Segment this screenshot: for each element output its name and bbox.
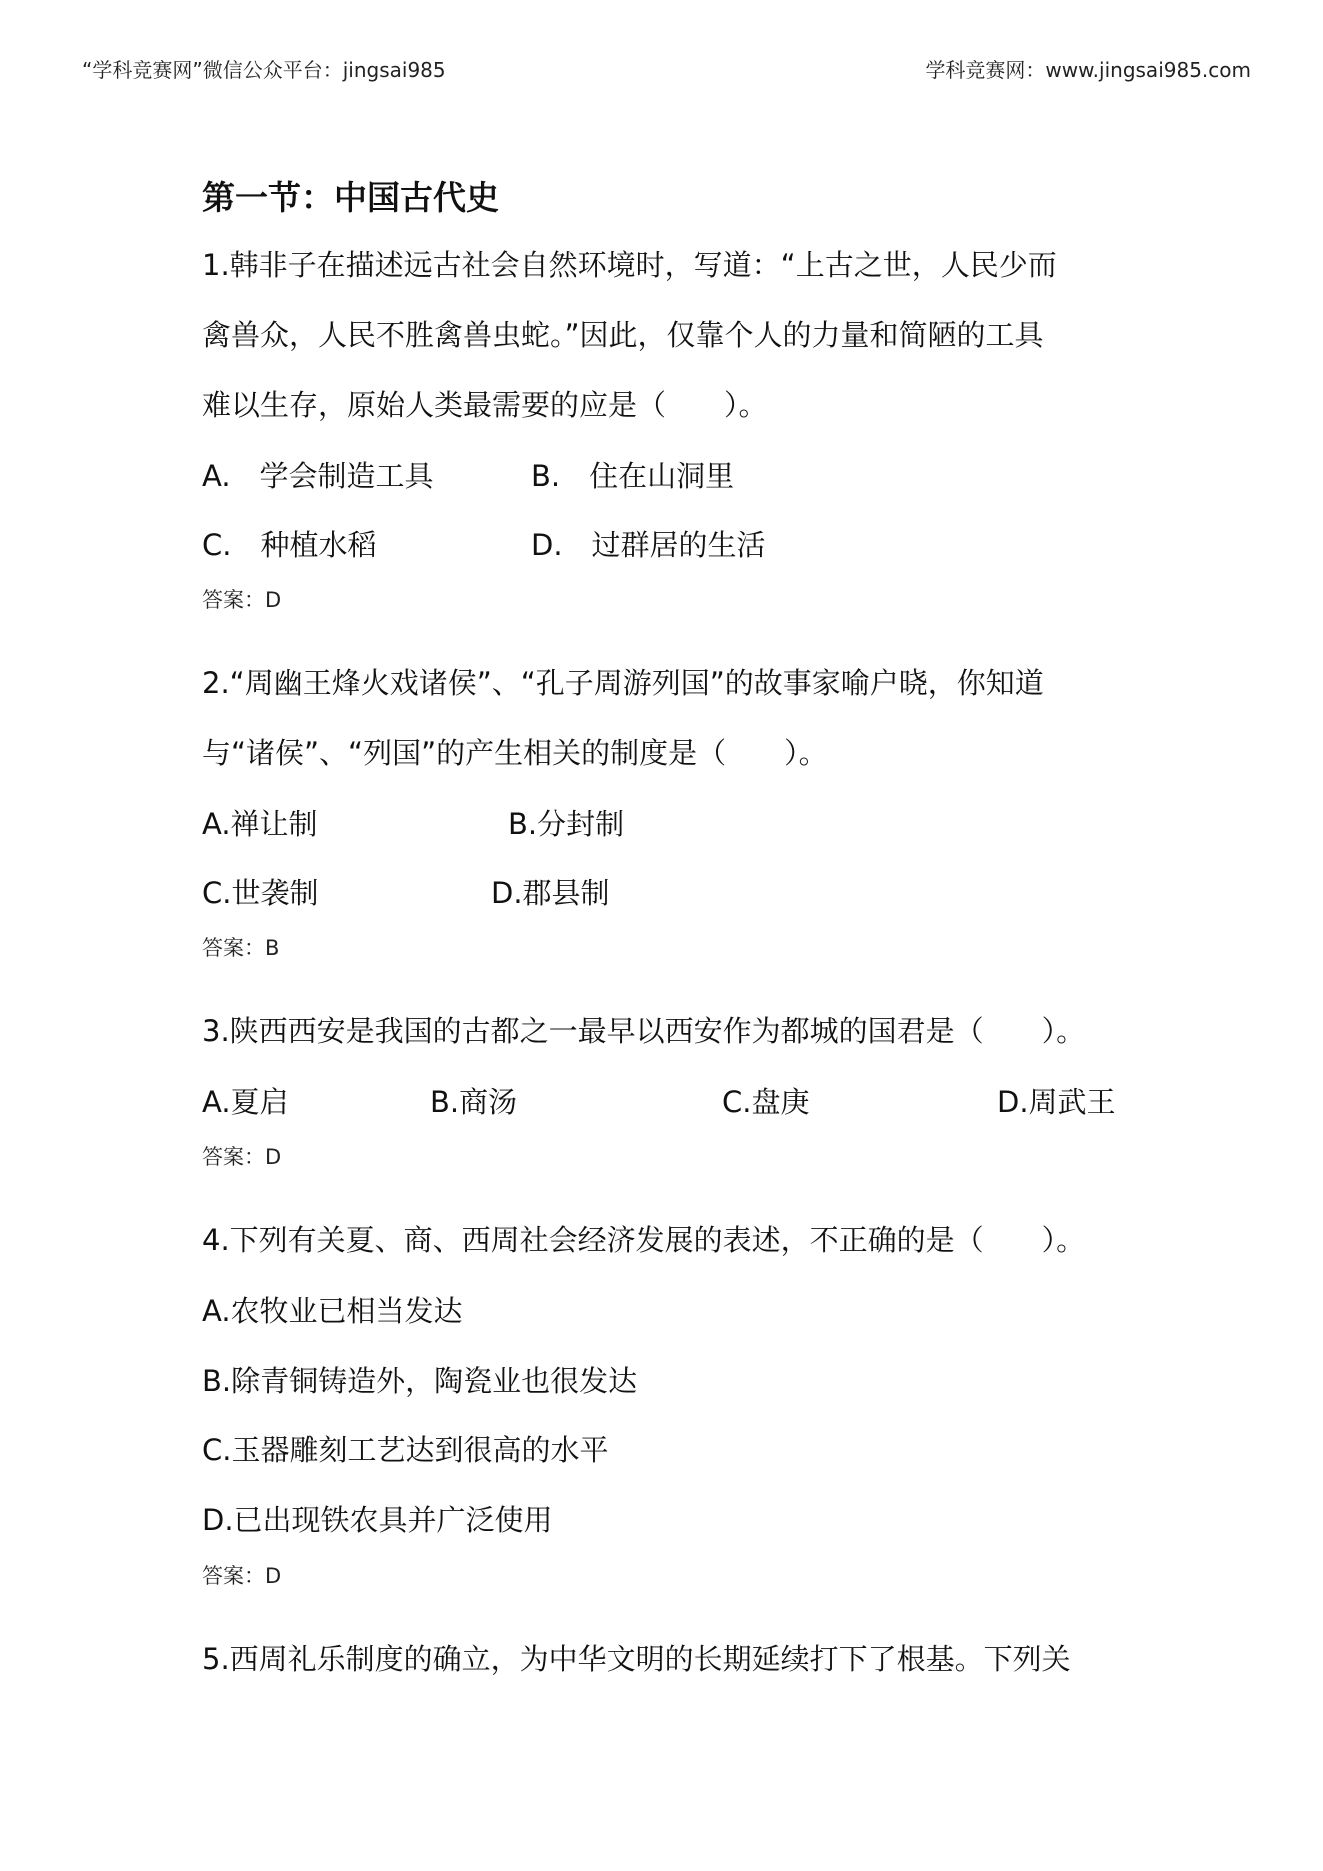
question-1-option-d: D. 过群居的生活: [531, 528, 766, 562]
question-3-answer: 答案：D: [202, 1145, 282, 1169]
question-4-option-c: C.玉器雕刻工艺达到很高的水平: [202, 1433, 609, 1467]
question-2-line-1: 2.“周幽王烽火戏诸侯”、“孔子周游列国”的故事家喻户晓，你知道: [202, 666, 1044, 700]
header-website: 学科竞赛网：www.jingsai985.com: [925, 58, 1251, 82]
question-3-option-a: A.夏启: [202, 1085, 289, 1119]
question-4-option-d: D.已出现铁农具并广泛使用: [202, 1503, 553, 1537]
question-4-answer: 答案：D: [202, 1564, 282, 1588]
question-4-option-a: A.农牧业已相当发达: [202, 1294, 463, 1328]
section-title: 第一节：中国古代史: [202, 178, 499, 217]
question-2-option-b: B.分封制: [508, 807, 625, 841]
question-4-line-1: 4.下列有关夏、商、西周社会经济发展的表述，不正确的是（ ）。: [202, 1223, 1086, 1257]
question-2-option-c: C.世袭制: [202, 876, 319, 910]
question-1-option-c: C. 种植水稻: [202, 528, 377, 562]
question-2-option-d: D.郡县制: [491, 876, 610, 910]
question-1-option-b: B. 住在山洞里: [531, 459, 735, 493]
header-wechat-platform: “学科竞赛网”微信公众平台：jingsai985: [82, 58, 446, 82]
question-2-answer: 答案：B: [202, 936, 280, 960]
question-5-line-1: 5.西周礼乐制度的确立，为中华文明的长期延续打下了根基。下列关: [202, 1642, 1071, 1676]
question-1-line-2: 禽兽众，人民不胜禽兽虫蛇。”因此，仅靠个人的力量和简陋的工具: [202, 318, 1044, 352]
question-3-line-1: 3.陕西西安是我国的古都之一最早以西安作为都城的国君是（ ）。: [202, 1014, 1086, 1048]
question-4-option-b: B.除青铜铸造外，陶瓷业也很发达: [202, 1364, 638, 1398]
question-1-answer: 答案：D: [202, 588, 282, 612]
question-3-option-d: D.周武王: [997, 1085, 1116, 1119]
question-1-line-1: 1.韩非子在描述远古社会自然环境时，写道：“上古之世，人民少而: [202, 248, 1057, 282]
question-2-line-2: 与“诸侯”、“列国”的产生相关的制度是（ ）。: [202, 736, 828, 770]
question-2-option-a: A.禅让制: [202, 807, 318, 841]
question-1-line-3: 难以生存，原始人类最需要的应是（ ）。: [202, 388, 768, 422]
question-1-option-a: A. 学会制造工具: [202, 459, 434, 493]
question-3-option-b: B.商汤: [430, 1085, 518, 1119]
question-3-option-c: C.盘庚: [722, 1085, 810, 1119]
